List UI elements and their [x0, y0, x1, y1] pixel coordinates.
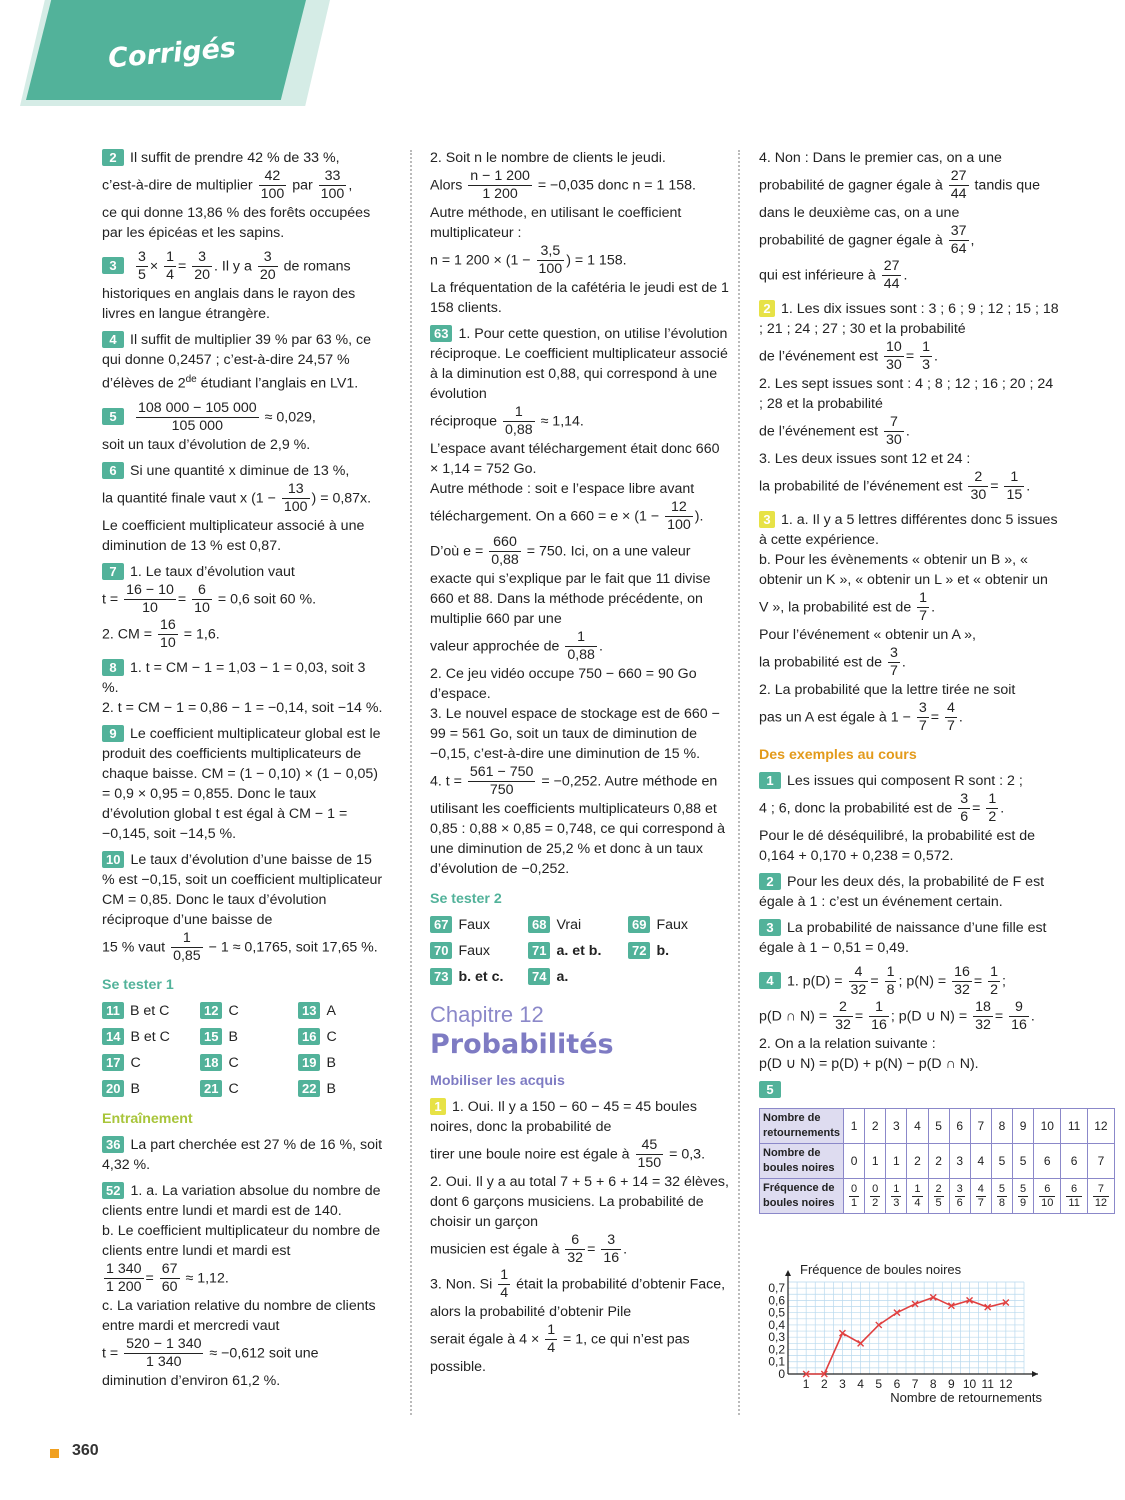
table-cell: 7 — [970, 1109, 991, 1144]
fraction: $\frac{1}{0,85}$ — [173, 929, 201, 964]
exercise-number: 4 — [102, 331, 124, 348]
fraction: $\frac{1}{7}$ — [919, 590, 928, 624]
fraction: $\frac{7}{30}$ — [886, 414, 902, 448]
fraction: $\frac{6}{10}$ — [194, 581, 210, 616]
qcm-answer: 68 Vrai — [528, 915, 628, 935]
answer-52: 52 1. a. La variation absolue du nombre de clients entre lundi et mardi est de 140. b. Le coefficient multiplicateur du nombre de clients entre lundi et mardi est $\frac{1 340}{1 200}$ = $\frac{67}{60}$ ≈ 1,12. c. La variation relative du nombre de clients entre mardi et mercredi vaut t = $\frac{520 - 1 340}{1 340}$ ≈ −0,612 soit une diminution d’environ 61,2 %. — [102, 1182, 381, 1389]
exercise-number: 5 — [102, 408, 124, 425]
table-cell: $\frac{1}{3}$ — [886, 1179, 907, 1214]
fraction: $\frac{1}{3}$ — [922, 339, 930, 373]
table-cell: $\frac{1}{4}$ — [907, 1179, 928, 1214]
row-header: Nombre de boules noires — [760, 1144, 844, 1179]
mobiliser-answer-2: 2 1. Les dix issues sont : 3 ; 6 ; 9 ; 12 ; 15 ; 18 ; 21 ; 24 ; 27 ; 30 et la probabilité de l’événement est $\frac{10}{30}$ = $\frac{1}{3}$ . 2. Les sept issues sont : 4 ; 8 ; 12 ; 16 ; 20 ; 24 ; 28 et la probabilité de l’événement est $\frac{7}{30}$ . 3. Les deux issues sont 12 et 24 : la probabilité de l’événement est $\frac{2}{30}$ = $\frac{1}{15}$ . — [759, 301, 1059, 503]
table-row — [760, 1144, 1115, 1179]
fraction: $\frac{n - 1 200}{1 200}$ — [470, 168, 530, 202]
fraction: $\frac{4}{7}$ — [946, 700, 955, 734]
table-cell: $\frac{6}{10}$ — [1034, 1179, 1061, 1214]
row-header: Fréquence de boules noires — [760, 1179, 844, 1214]
qcm-answer: 67 Faux — [430, 915, 528, 935]
x-tick-label: 9 — [948, 1377, 955, 1391]
exercise-number: 2 — [102, 149, 124, 166]
table-cell: 2 — [865, 1109, 886, 1144]
fraction: $\frac{1}{15}$ — [1006, 469, 1023, 503]
x-tick-label: 11 — [981, 1377, 994, 1391]
fraction: $\frac{18}{32}$ — [975, 999, 991, 1033]
answer-3: 3 $\frac{3}{5}$ × $\frac{1}{4}$ = $\frac{3}{20}$ . Il y a $\frac{3}{20}$ de romans historiques en anglais dans le rayon des livres en langue étrangère. — [102, 249, 356, 322]
fraction: $\frac{1}{0,88}$ — [567, 629, 595, 663]
x-tick-label: 6 — [893, 1377, 901, 1391]
table-cell: 1 — [865, 1144, 886, 1179]
table-cell: 5 — [1013, 1144, 1034, 1179]
fraction: $\frac{1}{2}$ — [990, 964, 999, 998]
table-cell: 7 — [1087, 1144, 1114, 1179]
qcm-answer: 71 a. et b. — [528, 941, 628, 961]
chapter-title: Probabilités — [430, 1029, 614, 1060]
column-separator — [738, 150, 740, 1415]
exercise-number: 5 — [759, 1081, 781, 1098]
exemple-answer-1: 1 Les issues qui composent R sont : 2 ; 4 ; 6, donc la probabilité est de $\frac{3}{6}$ = $\frac{1}{2}$ . Pour le dé déséquilibré, la probabilité est de 0,164 + 0,170 + 0,238 = 0,572. — [759, 773, 1036, 864]
y-tick-label: 0,5 — [768, 1305, 785, 1320]
table-cell: $\frac{4}{7}$ — [970, 1179, 991, 1214]
table-cell: 6 — [1061, 1144, 1087, 1179]
qcm-answer: 73 b. et c. — [430, 967, 528, 987]
fraction: $\frac{3}{7}$ — [918, 700, 927, 734]
qcm-answer: 72 b. — [628, 941, 728, 961]
se-tester-2-grid — [430, 915, 730, 987]
table-cell: $\frac{2}{5}$ — [928, 1179, 949, 1214]
answer-9: 9 Le coefficient multiplicateur global est le produit des coefficients multiplicateurs de chaque baisse. CM = (1 − 0,10) × (1 − 0,05) = 0,9 × 0,95 = 0,855. Donc le taux d’évolution global t est égal à CM − 1 = −0,145, soit −14,5 %. — [102, 725, 381, 842]
exercise-number: 10 — [102, 851, 124, 868]
qcm-answer: 70 Faux — [430, 941, 528, 961]
fraction: $\frac{16}{32}$ — [954, 964, 970, 998]
table-cell: $\frac{5}{8}$ — [991, 1179, 1012, 1214]
qcm-answer: 14 B et C — [102, 1027, 200, 1047]
table-cell: 11 — [1061, 1109, 1087, 1144]
exemple-answer-4: 4 1. p(D) = $\frac{4}{32}$ = $\frac{1}{8}$ ; p(N) = $\frac{16}{32}$ = $\frac{1}{2}$ ; p(D ∩ N) = $\frac{2}{32}$ = $\frac{1}{16}$ ; p(D ∪ N) = $\frac{18}{32}$ = $\frac{9}{16}$ . 2. On a la relation suivante : p(D ∪ N) = p(D) + p(N) − p(D ∩ N). — [759, 964, 1035, 1072]
fraction: $\frac{9}{16}$ — [1011, 999, 1027, 1033]
fraction: $\frac{561 - 750}{750}$ — [469, 764, 534, 798]
qcm-answer: 20 B — [102, 1079, 200, 1099]
exercise-number: 63 — [430, 325, 452, 342]
fraction: $\frac{42}{100}$ — [260, 168, 285, 202]
table-cell: $\frac{6}{11}$ — [1061, 1179, 1087, 1214]
mobiliser-answer-1-part-4: 4. Non : Dans le premier cas, on a une probabilité de gagner égale à $\frac{27}{44}$ tandis que dans le deuxième cas, on a une probabilité de gagner égale à $\frac{37}{64}$ , qui est inférieure à $\frac{27}{44}$ . — [759, 150, 1040, 292]
table-cell: $\frac{0}{1}$ — [844, 1179, 865, 1214]
fraction: $\frac{33}{100}$ — [320, 168, 345, 202]
header-title: Corrigés — [106, 32, 238, 75]
exercise-number: 3 — [759, 511, 775, 528]
exercise-number: 7 — [102, 563, 124, 580]
frequency-line-chart — [752, 1262, 1052, 1412]
exemple-answer-2: 2 Pour les deux dés, la probabilité de F est égale à 1 : c’est un événement certain. — [759, 874, 1045, 910]
y-tick-label: 0,2 — [768, 1342, 785, 1357]
table-cell: 12 — [1087, 1109, 1114, 1144]
section-heading-se-tester-1: Se tester 1 — [102, 976, 174, 993]
qcm-answer: 22 B — [298, 1079, 384, 1099]
table-cell: $\frac{7}{12}$ — [1087, 1179, 1114, 1214]
qcm-answer: 74 a. — [528, 967, 628, 987]
answer-7: 7 1. Le taux d’évolution vaut t = $\frac{16 - 10}{10}$ = $\frac{6}{10}$ = 0,6 soit 60 %. 2. CM = $\frac{16}{10}$ = 1,6. — [102, 563, 317, 651]
y-tick-label: 0 — [778, 1367, 785, 1381]
exercise-number: 3 — [759, 919, 781, 936]
fraction: $\frac{1}{4}$ — [166, 249, 174, 283]
qcm-answer: 21 C — [200, 1079, 298, 1099]
table-cell: 4 — [907, 1109, 928, 1144]
column-3 — [759, 148, 1108, 1220]
exercise-number: 3 — [102, 257, 124, 274]
table-cell: 9 — [1013, 1109, 1034, 1144]
answer-2: 2 Il suffit de prendre 42 % de 33 %, c’est-à-dire de multiplier $\frac{42}{100}$ par $\frac{33}{100}$ , ce qui donne 13,86 % des forêts occupées par les épicéas et les sapins. — [102, 150, 371, 241]
fraction: $\frac{3}{5}$ — [137, 249, 146, 283]
answer-4: 4 Il suffit de multiplier 39 % par 63 %, ce qui donne 0,2457 ; c’est-à-dire 24,57 % d’élèves de 2de étudiant l’anglais en LV1. — [102, 332, 372, 392]
x-axis-label: Nombre de retournements — [890, 1390, 1042, 1405]
fraction: $\frac{1}{16}$ — [871, 999, 887, 1033]
table-cell: 6 — [949, 1109, 970, 1144]
table-cell: 8 — [991, 1109, 1012, 1144]
fraction: $\frac{3}{20}$ — [259, 249, 276, 283]
answer-8: 8 1. t = CM − 1 = 1,03 − 1 = 0,03, soit 3 %. 2. t = CM − 1 = 0,86 − 1 = −0,14, soit −14 %. — [102, 659, 383, 716]
answer-63: 63 1. Pour cette question, on utilise l’évolution réciproque. Le coefficient multiplicateur associé à la diminution est 0,88, qui correspond à une évolution réciproque $\frac{1}{0,88}$ ≈ 1,14. L’espace avant téléchargement était donc 660 × 1,14 = 752 Go. Autre méthode : soit e l’espace libre avant téléchargement. On a 660 = e × (1 − $\frac{12}{100}$ ). D’où e = $\frac{660}{0,88}$ = 750. Ici, on a une valeur exacte qui s’explique par le fait que 11 divise 660 et 88. Dans la méthode précédente, on multiplie 660 par une valeur approchée de $\frac{1}{0,88}$ . 2. Ce jeu vidéo occupe 750 − 660 = 90 Go d’espace. 3. Le nouvel espace de stockage est de 660 − 99 = 561 Go, soit un taux de diminution de −0,15, c’est-à-dire une diminution de 15 %. 4. t = $\frac{561 - 750}{750}$ = −0,252. Autre méthode en utilisant les coefficients multiplicateurs 0,88 et 0,85 : 0,88 × 0,85 = 0,748, ce qui correspond à une diminution de 25,2 % et donc à un taux d’évolution de −0,252. — [430, 326, 728, 877]
exercise-number: 2 — [759, 873, 781, 890]
fraction: $\frac{1}{4}$ — [500, 1267, 509, 1301]
section-heading-entrainement: Entraînement — [102, 1110, 193, 1127]
table-row — [760, 1109, 1115, 1144]
y-tick-label: 0,4 — [768, 1317, 785, 1332]
table-cell: 1 — [844, 1109, 865, 1144]
fraction: $\frac{27}{44}$ — [950, 168, 967, 202]
mobiliser-answer-1: 1 1. Oui. Il y a 150 − 60 − 45 = 45 boules noires, donc la probabilité de tirer une boule noire est égale à $\frac{45}{150}$ = 0,3. 2. Oui. Il y a au total 7 + 5 + 6 + 14 = 32 élèves, dont 6 garçons musiciens. La probabilité de choisir un garçon musicien est égale à $\frac{6}{32}$ = $\frac{3}{16}$ . 3. Non. Si $\frac{1}{4}$ était la probabilité d’obtenir Face, alors la probabilité d’obtenir Pile serait égale à 4 × $\frac{1}{4}$ = 1, ce qui n’est pas possible. — [430, 1099, 729, 1375]
fraction: $\frac{520 - 1 340}{1 340}$ — [126, 1335, 202, 1370]
answer-36: 36 La part cherchée est 27 % de 16 %, soit 4,32 %. — [102, 1136, 383, 1173]
fraction: $\frac{3}{7}$ — [890, 645, 898, 679]
table-cell: $\frac{0}{2}$ — [865, 1179, 886, 1214]
y-tick-label: 0,6 — [768, 1293, 785, 1308]
fraction: $\frac{3}{20}$ — [194, 249, 211, 283]
x-tick-label: 5 — [875, 1377, 883, 1391]
table-row — [760, 1179, 1115, 1214]
exemple-answer-5 — [759, 1080, 1108, 1214]
exercise-number: 4 — [759, 972, 781, 989]
fraction: $\frac{16}{10}$ — [160, 616, 176, 651]
y-tick-label: 0,7 — [768, 1281, 785, 1296]
table-cell: 0 — [844, 1144, 865, 1179]
y-axis-arrow — [785, 1270, 791, 1276]
mobiliser-answer-3: 3 1. a. Il y a 5 lettres différentes donc 5 issues à cette expérience. b. Pour les évènements « obtenir un B », « obtenir un K », « obtenir un L » et « obtenir un V », la probabilité est de $\frac{1}{7}$ . Pour l’événement « obtenir un A », la probabilité est de $\frac{3}{7}$ . 2. La probabilité que la lettre tirée ne soit pas un A est égale à 1 − $\frac{3}{7}$ = $\frac{4}{7}$ . — [759, 512, 1058, 734]
table-cell: 6 — [1034, 1144, 1061, 1179]
x-tick-label: 2 — [820, 1377, 828, 1391]
column-2 — [430, 148, 730, 1383]
fraction: $\frac{45}{150}$ — [637, 1137, 662, 1171]
fraction: $\frac{3}{6}$ — [960, 791, 969, 825]
exercise-number: 2 — [759, 300, 775, 317]
fraction: $\frac{1}{0,88}$ — [505, 404, 533, 438]
y-tick-label: 0,3 — [768, 1330, 785, 1345]
table-cell: 4 — [970, 1144, 991, 1179]
exercise-number: 9 — [102, 725, 124, 742]
frequency-table — [759, 1108, 1115, 1214]
table-cell: 2 — [928, 1144, 949, 1179]
exemple-answer-3: 3 La probabilité de naissance d’une fille est égale à 1 − 0,51 = 0,49. — [759, 920, 1047, 956]
fraction: $\frac{4}{32}$ — [850, 964, 867, 998]
qcm-answer: 11 B et C — [102, 1001, 200, 1021]
fraction: $\frac{2}{30}$ — [970, 469, 987, 503]
fraction: $\frac{2}{32}$ — [835, 999, 851, 1033]
column-separator — [410, 150, 412, 1415]
fraction: $\frac{12}{100}$ — [667, 499, 691, 533]
qcm-answer: 12 C — [200, 1001, 298, 1021]
exercise-number: 6 — [102, 462, 124, 479]
fraction: $\frac{37}{64}$ — [950, 223, 967, 257]
fraction: $\frac{3,5}{100}$ — [538, 243, 563, 277]
chart-title: Fréquence de boules noires — [800, 1262, 962, 1277]
table-cell: $\frac{3}{6}$ — [949, 1179, 970, 1214]
fraction: $\frac{660}{0,88}$ — [491, 534, 519, 568]
fraction: $\frac{67}{60}$ — [161, 1260, 178, 1295]
table-cell: 2 — [907, 1144, 928, 1179]
x-tick-label: 10 — [962, 1377, 977, 1391]
fraction: $\frac{3}{16}$ — [603, 1232, 620, 1266]
x-tick-label: 1 — [802, 1377, 810, 1391]
answer-51-part-2: 2. Soit n le nombre de clients le jeudi. Alors $\frac{n - 1 200}{1 200}$ = −0,035 donc n = 1 158. Autre méthode, en utilisant le coefficient multiplicateur : n = 1 200 × (1 − $\frac{3,5}{100}$ ) = 1 158. La fréquentation de la cafétéria le jeudi est de 1 158 clients. — [430, 150, 729, 316]
x-tick-label: 8 — [929, 1377, 937, 1391]
table-cell: 1 — [886, 1144, 907, 1179]
fraction: $\frac{1}{4}$ — [547, 1322, 556, 1356]
footer-marker — [50, 1449, 59, 1458]
y-tick-label: 0,1 — [768, 1354, 785, 1369]
x-axis-arrow — [1032, 1371, 1038, 1377]
table-cell: 5 — [928, 1109, 949, 1144]
exercise-number: 1 — [430, 1098, 446, 1115]
table-cell: 10 — [1034, 1109, 1061, 1144]
table-cell: 3 — [886, 1109, 907, 1144]
fraction: $\frac{10}{30}$ — [886, 339, 902, 373]
qcm-answer: 13 A — [298, 1001, 384, 1021]
x-tick-label: 12 — [999, 1377, 1013, 1391]
qcm-answer: 18 C — [200, 1053, 298, 1073]
row-header: Nombre de retournements — [760, 1109, 844, 1144]
fraction: $\frac{1}{2}$ — [988, 791, 997, 825]
chapter-label: Chapitre 12 — [430, 1002, 544, 1027]
column-1 — [102, 148, 384, 1397]
exercise-number: 1 — [759, 772, 781, 789]
table-cell: 3 — [949, 1144, 970, 1179]
fraction: $\frac{6}{32}$ — [567, 1232, 584, 1266]
exercise-number: 8 — [102, 659, 124, 676]
qcm-answer: 69 Faux — [628, 915, 728, 935]
x-tick-label: 3 — [839, 1377, 846, 1391]
section-heading-se-tester-2: Se tester 2 — [430, 891, 502, 907]
x-tick-label: 4 — [857, 1377, 864, 1391]
qcm-answer: 15 B — [200, 1027, 298, 1047]
se-tester-1-grid — [102, 1001, 384, 1099]
section-heading-mobiliser: Mobiliser les acquis — [430, 1073, 565, 1089]
section-heading-exemples: Des exemples au cours — [759, 747, 917, 763]
fraction: $\frac{13}{100}$ — [283, 480, 308, 515]
answer-6: 6 Si une quantité x diminue de 13 %, la quantité finale vaut x (1 − $\frac{13}{100}$ ) = 0,87x. Le coefficient multiplicateur associé à une diminution de 13 % est 0,87. — [102, 462, 372, 554]
fraction: $\frac{1 340}{1 200}$ — [106, 1260, 142, 1295]
qcm-answer: 16 C — [298, 1027, 384, 1047]
table-cell: $\frac{5}{9}$ — [1013, 1179, 1034, 1214]
qcm-answer: 19 B — [298, 1053, 384, 1073]
exercise-number: 36 — [102, 1136, 124, 1153]
page-number: 360 — [72, 1442, 99, 1459]
fraction: $\frac{27}{44}$ — [883, 258, 900, 292]
fraction: $\frac{16 - 10}{10}$ — [126, 581, 174, 616]
table-cell: 5 — [991, 1144, 1012, 1179]
fraction: $\frac{1}{8}$ — [886, 964, 895, 998]
x-tick-label: 7 — [911, 1377, 919, 1391]
exercise-number: 52 — [102, 1182, 124, 1199]
fraction: $\frac{108 000 - 105 000}{105 000}$ — [137, 399, 257, 434]
answer-10: 10 Le taux d’évolution d’une baisse de 15 % est −0,15, soit un coefficient multiplicateur CM = 0,85. Donc le taux d’évolution réciproque d’une baisse de 15 % vaut $\frac{1}{0,85}$ − 1 ≈ 0,1765, soit 17,65 %. — [102, 851, 383, 964]
answer-5: 5 $\frac{108 000 - 105 000}{105 000}$ ≈ 0,029, soit un taux d’évolution de 2,9 %. — [102, 399, 316, 453]
qcm-answer: 17 C — [102, 1053, 200, 1073]
